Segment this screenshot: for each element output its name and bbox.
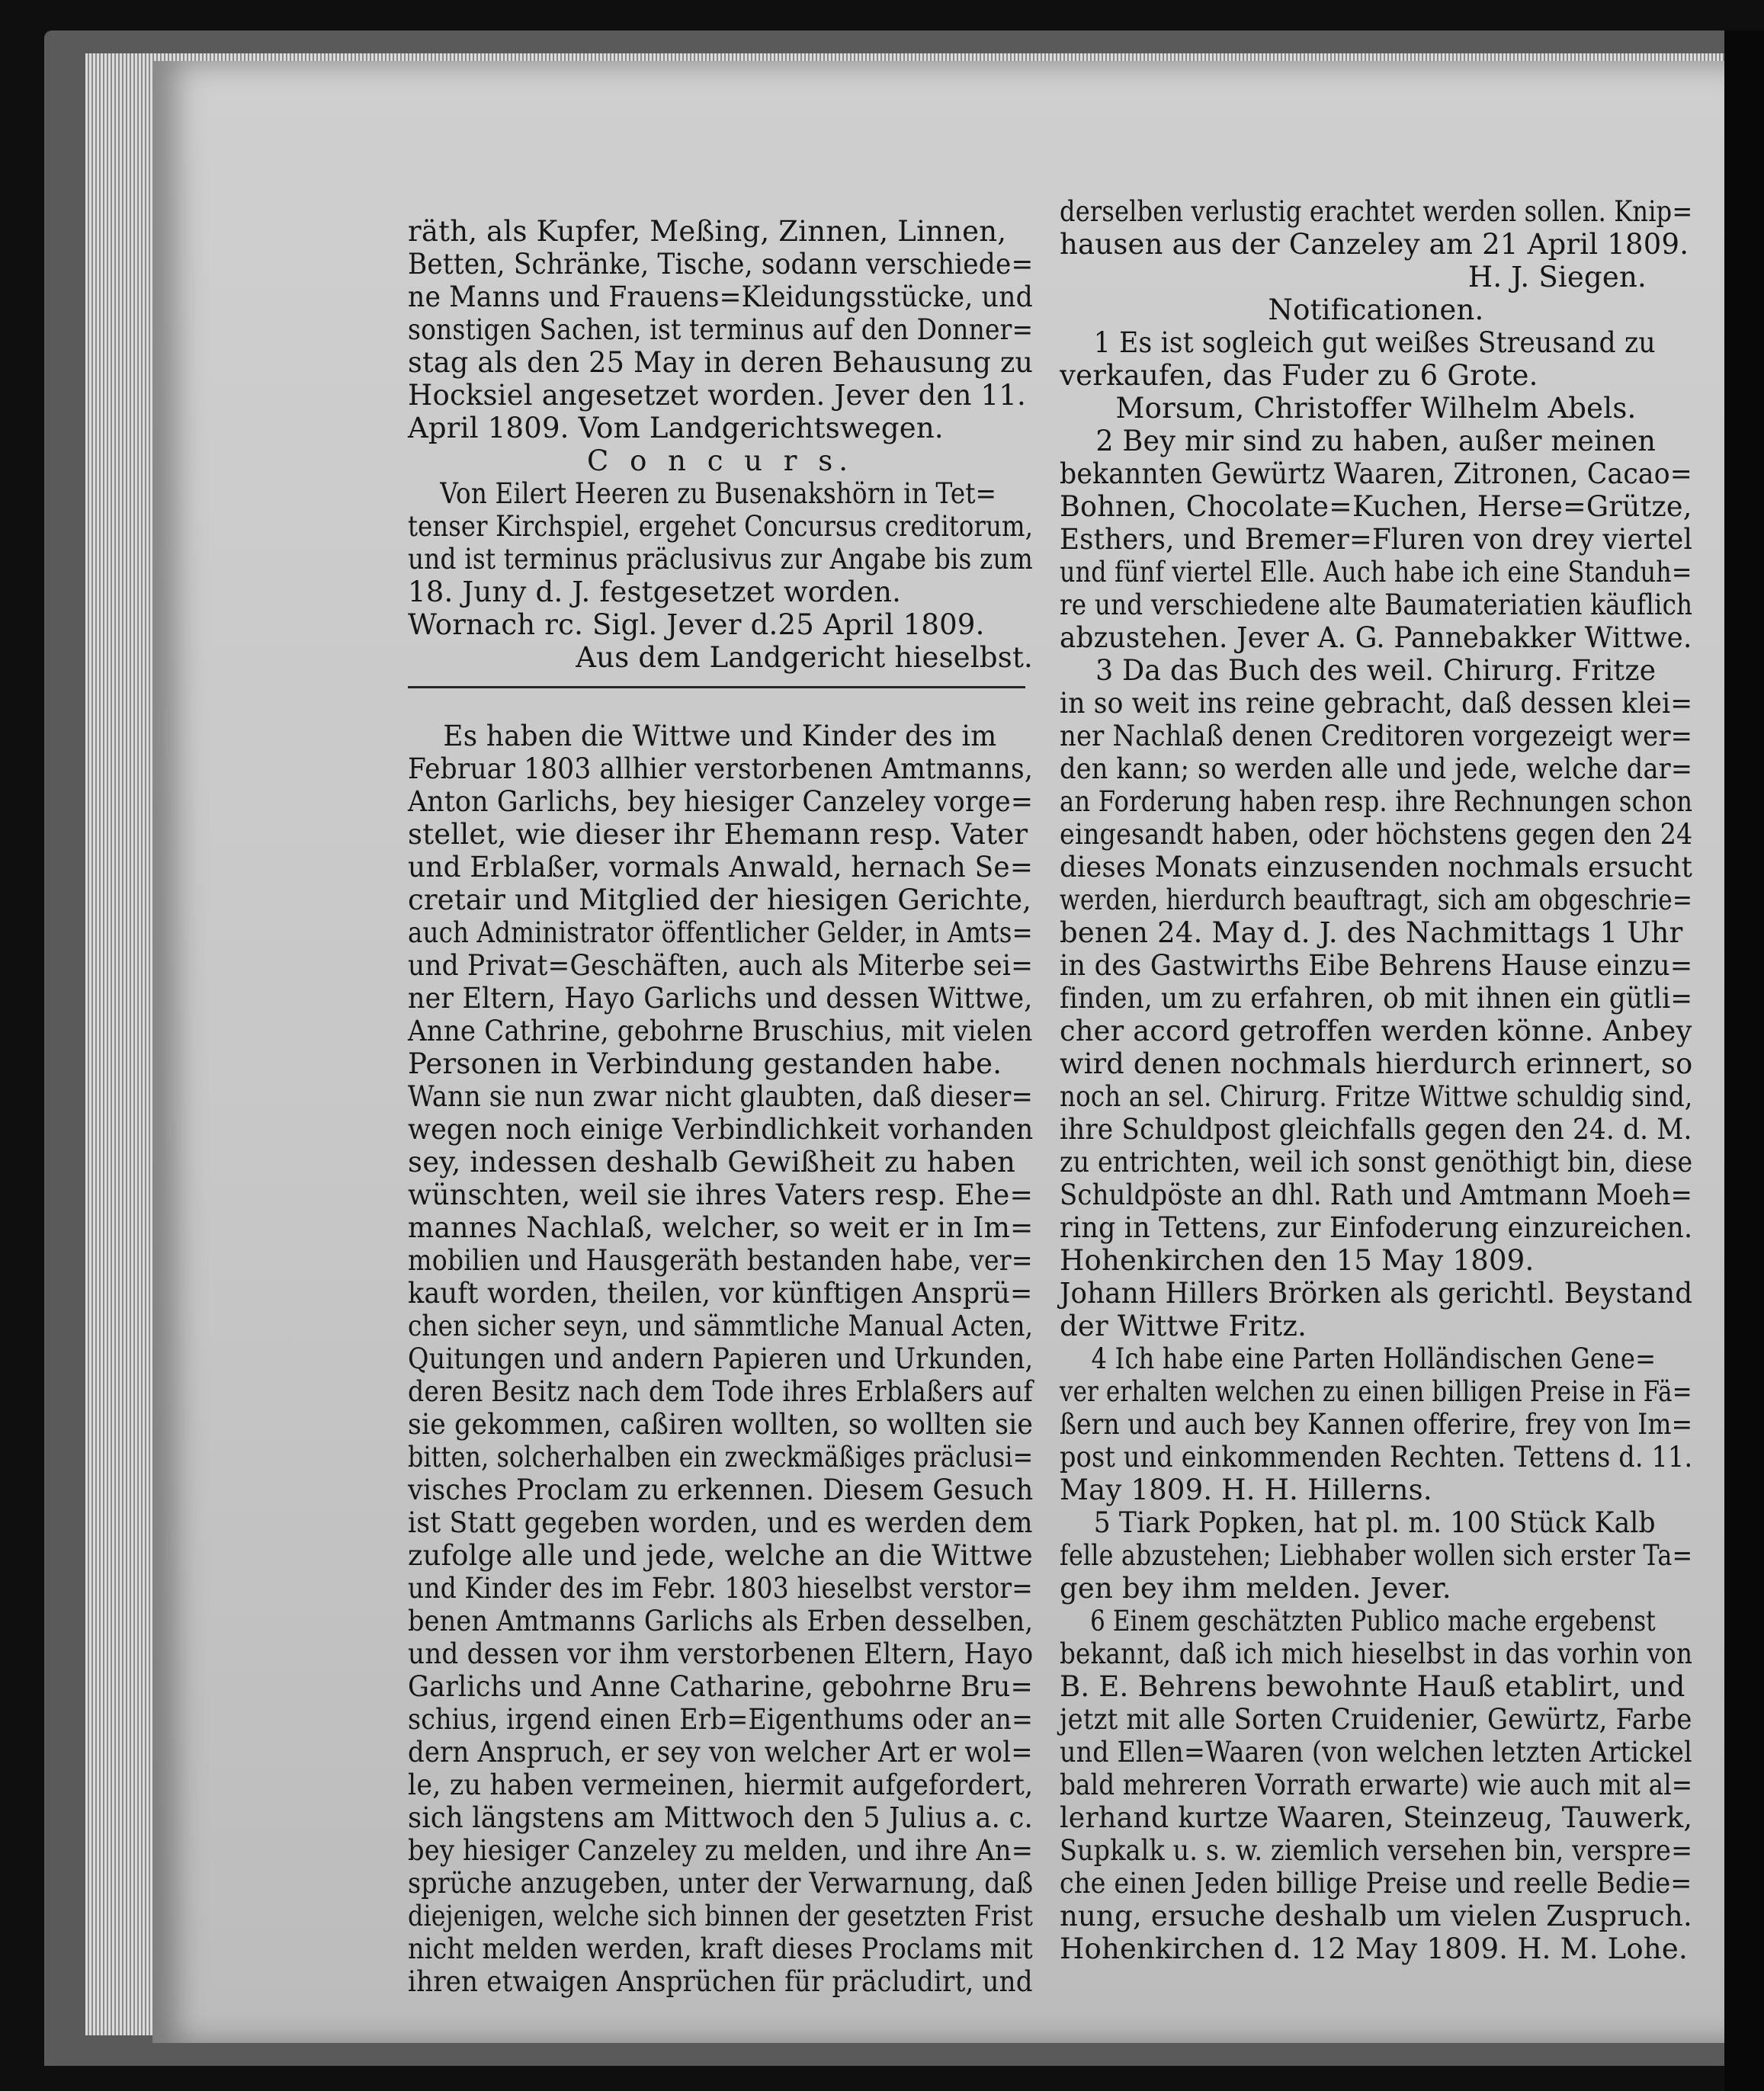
text-line: und Kinder des im Febr. 1803 hieselbst verstor= — [408, 1572, 1034, 1605]
text-line: Hohenkirchen d. 12 May 1809. H. M. Lohe. — [1060, 1932, 1688, 1965]
text-line: in so weit ins reine gebracht, daß dessen klei= — [1060, 687, 1693, 720]
text-line: May 1809. H. H. Hillerns. — [1060, 1474, 1432, 1506]
text-line: sprüche anzugeben, unter der Verwarnung, daß — [408, 1867, 1034, 1900]
text-line: ihren etwaigen Ansprüchen für präcludirt, und — [408, 1965, 1033, 1998]
text-line: cher accord getroffen werden könne. Anbey — [1060, 1015, 1692, 1047]
top-signature: H. J. Siegen. — [1467, 261, 1647, 293]
text-line: gen bey ihm melden. Jever. — [1060, 1572, 1451, 1605]
top-notice — [1060, 195, 1692, 261]
notice-1 — [1060, 326, 1692, 392]
text-line: nung, ersuche deshalb um vielen Zuspruch. — [1060, 1900, 1692, 1932]
text-line: wünschten, weil sie ihres Vaters resp. Ehe= — [408, 1179, 1034, 1211]
text-line: schius, irgend einen Erb=Eigenthums oder an= — [408, 1703, 1034, 1736]
text-line: ihre Schuldpost gleichfalls gegen den 24. d. M. — [1060, 1113, 1692, 1146]
text-line: re und verschiedene alte Baumateriatien käuflich — [1060, 588, 1693, 621]
text-line: 18. Juny d. J. festgesetzet worden. — [408, 576, 902, 608]
text-line: jetzt mit alle Sorten Cruidenier, Gewürtz, Farbe — [1060, 1703, 1692, 1736]
text-line: und dessen vor ihm verstorbenen Eltern, Hayo — [408, 1637, 1034, 1670]
text-line: benen Amtmanns Garlichs als Erben desselben, — [408, 1605, 1034, 1637]
text-line: Bohnen, Chocolate=Kuchen, Herse=Grütze, — [1060, 490, 1692, 523]
text-line: bald mehreren Vorrath erwarte) wie auch mit al= — [1060, 1769, 1693, 1801]
text-line: B. E. Behrens bewohnte Hauß etablirt, und — [1060, 1670, 1685, 1703]
text-line: und Privat=Geschäften, auch als Miterbe sei= — [408, 949, 1034, 982]
text-line: tenser Kirchspiel, ergehet Concursus creditorum, — [408, 510, 1034, 543]
text-line: Hohenkirchen den 15 May 1809. — [1060, 1244, 1535, 1277]
text-line: 1 Es ist sogleich gut weißes Streusand zu — [1093, 326, 1656, 359]
text-line: Hocksiel angesetzet worden. Jever den 11. — [408, 379, 1026, 412]
concurs-heading: C o n c u r s. — [587, 444, 854, 477]
text-line: und Ellen=Waaren (von welchen letzten Artickel — [1060, 1736, 1692, 1769]
text-line: 4 Ich habe eine Parten Holländischen Gene= — [1091, 1342, 1657, 1375]
text-line: benen 24. May d. J. des Nachmittags 1 Uhr — [1060, 916, 1683, 949]
upper-notice — [408, 215, 1033, 444]
text-line: le, zu haben vermeinen, hiermit aufgefordert, — [408, 1769, 1034, 1801]
text-line: werden, hierdurch beauftragt, sich am obgeschrie= — [1060, 884, 1693, 916]
text-line: und ist terminus präclusivus zur Angabe bis zum — [408, 543, 1033, 576]
text-line: verkaufen, das Fuder zu 6 Grote. — [1060, 359, 1538, 392]
text-line: wegen noch einige Verbindlichkeit vorhanden — [408, 1113, 1034, 1146]
text-line: sie gekommen, caßiren wollten, so wollten sie — [408, 1408, 1034, 1441]
text-line: sich längstens am Mittwoch den 5 Julius a. c. — [408, 1801, 1033, 1834]
concurs-notice — [408, 477, 1033, 641]
text-line: ist Statt gegeben worden, und es werden dem — [408, 1506, 1033, 1539]
text-line: Personen in Verbindung gestanden habe. — [408, 1047, 1002, 1080]
text-line: chen sicher seyn, und sämmtliche Manual Acten, — [408, 1310, 1034, 1342]
text-line: bitten, solcherhalben ein zweckmäßiges präclusi= — [408, 1441, 1034, 1474]
text-line: bekannt, daß ich mich hieselbst in das vorhin von — [1060, 1637, 1693, 1670]
text-line: in des Gastwirths Eibe Behrens Hause einzu= — [1060, 949, 1693, 982]
text-line: Anton Garlichs, bey hiesiger Canzeley vorge= — [408, 785, 1034, 818]
notice-4 — [1060, 1342, 1692, 1506]
concurs-signature: Aus dem Landgericht hieselbst. — [576, 641, 1033, 674]
text-line: visches Proclam zu erkennen. Diesem Gesuch — [408, 1474, 1034, 1506]
text-line: den kann; so werden alle und jede, welche dar= — [1060, 752, 1693, 785]
section-divider — [408, 686, 1025, 688]
text-line: und fünf viertel Elle. Auch habe ich eine Standuh= — [1060, 556, 1692, 588]
text-line: zu entrichten, weil ich sonst genöthigt bin, diese — [1060, 1146, 1693, 1179]
garlichs-proclamation — [408, 720, 1033, 1998]
text-line: hausen aus der Canzeley am 21 April 1809. — [1060, 228, 1689, 261]
text-line: lerhand kurtze Waaren, Steinzeug, Tauwerk, — [1060, 1801, 1693, 1834]
notice-2 — [1060, 425, 1692, 654]
text-line: Quitungen und andern Papieren und Urkunden, — [408, 1342, 1034, 1375]
text-line: und Erblaßer, vormals Anwald, hernach Se= — [408, 851, 1034, 884]
text-line: finden, um zu erfahren, ob mit ihnen ein gütli= — [1060, 982, 1693, 1015]
text-line: wird denen nochmals hierdurch erinnert, so — [1060, 1047, 1693, 1080]
text-line: Schuldpöste an dhl. Rath und Amtmann Moeh= — [1060, 1179, 1693, 1211]
text-line: Betten, Schränke, Tische, sodann verschiede= — [408, 248, 1034, 281]
text-line: 6 Einem geschätzten Publico mache ergebenst — [1090, 1605, 1656, 1637]
text-line: stellet, wie dieser ihr Ehemann resp. Vater — [408, 818, 1028, 851]
text-line: an Forderung haben resp. ihre Rechnungen schon — [1060, 785, 1693, 818]
notice-3 — [1060, 654, 1692, 1342]
text-line: Anne Cathrine, gebohrne Bruschius, mit vielen — [408, 1015, 1033, 1047]
text-line: der Wittwe Fritz. — [1060, 1310, 1307, 1342]
text-line: sey, indessen deshalb Gewißheit zu haben — [408, 1146, 1016, 1179]
text-line: Februar 1803 allhier verstorbenen Amtmanns, — [408, 752, 1033, 785]
text-line: nicht melden werden, kraft dieses Proclams mit — [408, 1932, 1033, 1965]
text-line: bekannten Gewürtz Waaren, Zitronen, Cacao= — [1060, 457, 1692, 490]
text-line: bey hiesiger Canzeley zu melden, und ihre An= — [408, 1834, 1034, 1867]
text-line: Es haben die Wittwe und Kinder des im — [443, 720, 997, 752]
text-line: derselben verlustig erachtet werden sollen. Knip= — [1060, 195, 1693, 228]
text-line: 2 Bey mir sind zu haben, außer meinen — [1095, 425, 1657, 457]
text-line: felle abzustehen; Liebhaber wollen sich erster Ta= — [1060, 1539, 1693, 1572]
text-line: 3 Da das Buch des weil. Chirurg. Fritze — [1095, 654, 1657, 687]
text-line: ner Nachlaß denen Creditoren vorgezeigt wer= — [1060, 720, 1693, 752]
text-line: ne Manns und Frauens=Kleidungsstücke, und — [408, 281, 1033, 313]
background-edge — [1724, 30, 1764, 2091]
text-line: mobilien und Hausgeräth bestanden habe, ver= — [408, 1244, 1033, 1277]
text-line: Wann sie nun zwar nicht glaubten, daß dieser= — [408, 1080, 1033, 1113]
text-line: abzustehen. Jever A. G. Pannebakker Wittwe. — [1060, 621, 1692, 654]
text-line: April 1809. Vom Landgerichtswegen. — [408, 412, 944, 444]
text-line: cretair und Mitglied der hiesigen Gerichte, — [408, 884, 1032, 916]
right-column — [1060, 195, 1692, 1965]
text-line: dieses Monats einzusenden nochmals ersucht — [1060, 851, 1693, 884]
text-line: sonstigen Sachen, ist terminus auf den Donner= — [408, 313, 1034, 346]
text-line: auch Administrator öffentlicher Gelder, in Amts= — [408, 916, 1033, 949]
text-line: che einen Jeden billige Preise und reelle Bedie= — [1060, 1867, 1692, 1900]
notice-1-signature: Morsum, Christoffer Wilhelm Abels. — [1115, 392, 1637, 425]
text-line: kauft worden, theilen, vor künftigen Ansprü= — [408, 1277, 1033, 1310]
text-line: mannes Nachlaß, welcher, so weit er in Im= — [408, 1211, 1034, 1244]
text-line: stag als den 25 May in deren Behausung zu — [408, 346, 1034, 379]
text-line: deren Besitz nach dem Tode ihres Erblaßers auf — [408, 1375, 1033, 1408]
text-line: noch an sel. Chirurg. Fritze Wittwe schuldig sind, — [1060, 1080, 1693, 1113]
text-line: Johann Hillers Brörken als gerichtl. Beystand — [1060, 1277, 1693, 1310]
text-line: diejenigen, welche sich binnen der gesetzten Frist — [408, 1900, 1034, 1932]
text-line: dern Anspruch, er sey von welcher Art er wol= — [408, 1736, 1033, 1769]
text-line: ner Eltern, Hayo Garlichs und dessen Wittwe, — [408, 982, 1033, 1015]
text-line: Esthers, und Bremer=Fluren von drey viertel — [1060, 523, 1693, 556]
text-line: Von Eilert Heeren zu Busenakshörn in Tet= — [440, 477, 997, 510]
text-line: ring in Tettens, zur Einfoderung einzureichen. — [1060, 1211, 1693, 1244]
notice-6 — [1060, 1605, 1692, 1965]
text-line: post und einkommenden Rechten. Tettens d. 11. — [1060, 1441, 1693, 1474]
text-line: räth, als Kupfer, Meßing, Zinnen, Linnen, — [408, 215, 1007, 248]
text-line: eingesandt haben, oder höchstens gegen den 24 — [1060, 818, 1693, 851]
text-line: ßern und auch bey Kannen offerire, frey von Im= — [1060, 1408, 1693, 1441]
text-line: Garlichs und Anne Catharine, gebohrne Bru= — [408, 1670, 1033, 1703]
left-column — [408, 215, 1033, 1998]
notice-5 — [1060, 1506, 1692, 1605]
text-line: 5 Tiark Popken, hat pl. m. 100 Stück Kalb — [1093, 1506, 1656, 1539]
text-line: zufolge alle und jede, welche an die Wittwe — [408, 1539, 1033, 1572]
text-line: Wornach rc. Sigl. Jever d.25 April 1809. — [408, 608, 985, 641]
notificationen-heading: Notificationen. — [1268, 293, 1484, 326]
text-line: ver erhalten welchen zu einen billigen Preise in Fä= — [1060, 1375, 1692, 1408]
text-line: Supkalk u. s. w. ziemlich versehen bin, verspre= — [1060, 1834, 1693, 1867]
